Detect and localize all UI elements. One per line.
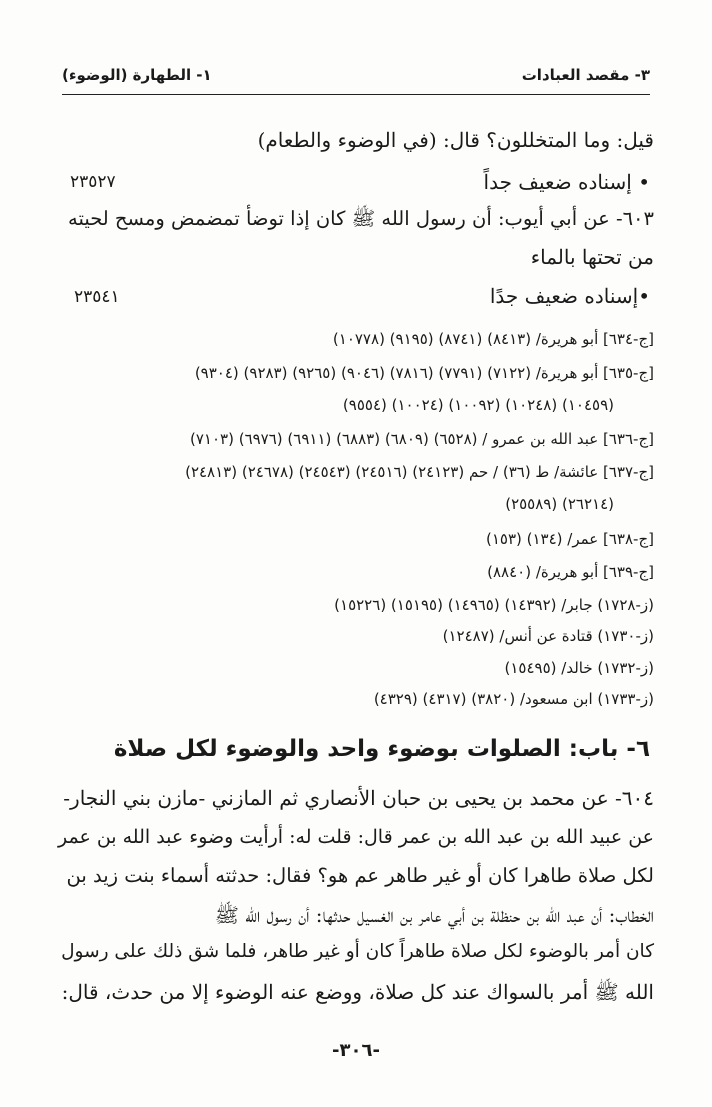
hadith-line: عن عبيد الله بن عبد الله بن عمر قال: قلت له: أرأيت وضوء عبد الله بن عمر xyxy=(57,826,654,848)
reference-line: [ج-٦٣٩] أبو هريرة/ (٨٨٤٠) xyxy=(487,563,654,581)
reference-line: [ج-٦٣٦] عبد الله بن عمرو / (٦٥٢٨) (٦٨٠٩) (٦٨٨٣) (٦٩١١) (٦٩٧٦) (٧١٠٣) xyxy=(189,430,654,448)
reference-line: (٩٥٥٤) (١٠٠٢٤) (١٠٠٩٢) (١٠٢٤٨) (١٠٤٥٩) xyxy=(342,396,614,414)
hadith-number: ٢٣٥٢٧ xyxy=(70,172,116,192)
reference-line: [ج-٦٣٤] أبو هريرة/ (٨٤١٣) (٨٧٤١) (٩١٩٥) (١٠٧٧٨) xyxy=(332,330,654,348)
hadith-line: ٦٠٤- عن محمد بن يحيى بن حبان الأنصاري ثم المازني -مازن بني النجار- xyxy=(63,786,654,810)
header-rule xyxy=(62,94,650,95)
chapter-title: ٦- باب: الصلوات بوضوء واحد والوضوء لكل صلاة xyxy=(113,736,650,762)
hadith-number: ٢٣٥٤١ xyxy=(74,287,120,307)
reference-line: (ز-١٧٢٨) جابر/ (١٤٣٩٢) (١٤٩٦٥) (١٥١٩٥) (١٥٢٢٦) xyxy=(334,596,654,614)
reference-line: [ج-٦٣٨] عمر/ (١٣٤) (١٥٣) xyxy=(485,530,654,548)
reference-line: (ز-١٧٣٣) ابن مسعود/ (٣٨٢٠) (٤٣١٧) (٤٣٢٩) xyxy=(373,690,654,708)
page-number: -٣٠٦- xyxy=(332,1040,380,1061)
text-line: من تحتها بالماء xyxy=(530,245,654,269)
reference-line: (ز-١٧٣٠) قتادة عن أنس/ (١٢٤٨٧) xyxy=(442,627,654,645)
hadith-line: لكل صلاة طاهرا كان أو غير طاهر عم هو؟ فقال: حدثته أسماء بنت زيد بن xyxy=(66,864,654,887)
running-header-chapter: ٣- مقصد العبادات xyxy=(521,66,650,84)
hadith-line: ٦٠٣- عن أبي أيوب: أن رسول الله ﷺ كان إذا توضأ تمضمض ومسح لحيته xyxy=(67,207,654,230)
reference-line: [ج-٦٣٧] عائشة/ ط (٣٦) / حم (٢٤١٢٣) (٢٤٥١٦) (٢٤٥٤٣) (٢٤٦٧٨) (٢٤٨١٣) xyxy=(185,463,654,481)
reference-line: (٢٥٥٨٩) (٢٦٢١٤) xyxy=(505,495,614,513)
hadith-line: الله ﷺ أمر بالسواك عند كل صلاة، ووضع عنه الوضوء إلا من حدث، قال: xyxy=(61,980,654,1004)
running-header-section: ١- الطهارة (الوضوء) xyxy=(62,66,212,84)
grade-line: • إسناده ضعيف جداً xyxy=(483,170,650,194)
grade-line: •إسناده ضعيف جدًا xyxy=(489,284,650,308)
reference-line: (ز-١٧٣٢) خالد/ (١٥٤٩٥) xyxy=(504,659,654,677)
hadith-line: الخطاب: أن عبد الله بن حنظلة بن أبي عامر بن الغسيل حدثها: أن رسول الله ﷺ xyxy=(214,903,654,927)
hadith-line: كان أمر بالوضوء لكل صلاة طاهراً كان أو غير طاهر، فلما شق ذلك على رسول xyxy=(61,941,654,962)
reference-line: [ج-٦٣٥] أبو هريرة/ (٧١٢٢) (٧٧٩١) (٧٨١٦) (٩٠٤٦) (٩٢٦٥) (٩٢٨٣) (٩٣٠٤) xyxy=(194,364,654,382)
text-line: قيل: وما المتخللون؟ قال: (في الوضوء والطعام) xyxy=(257,128,654,152)
